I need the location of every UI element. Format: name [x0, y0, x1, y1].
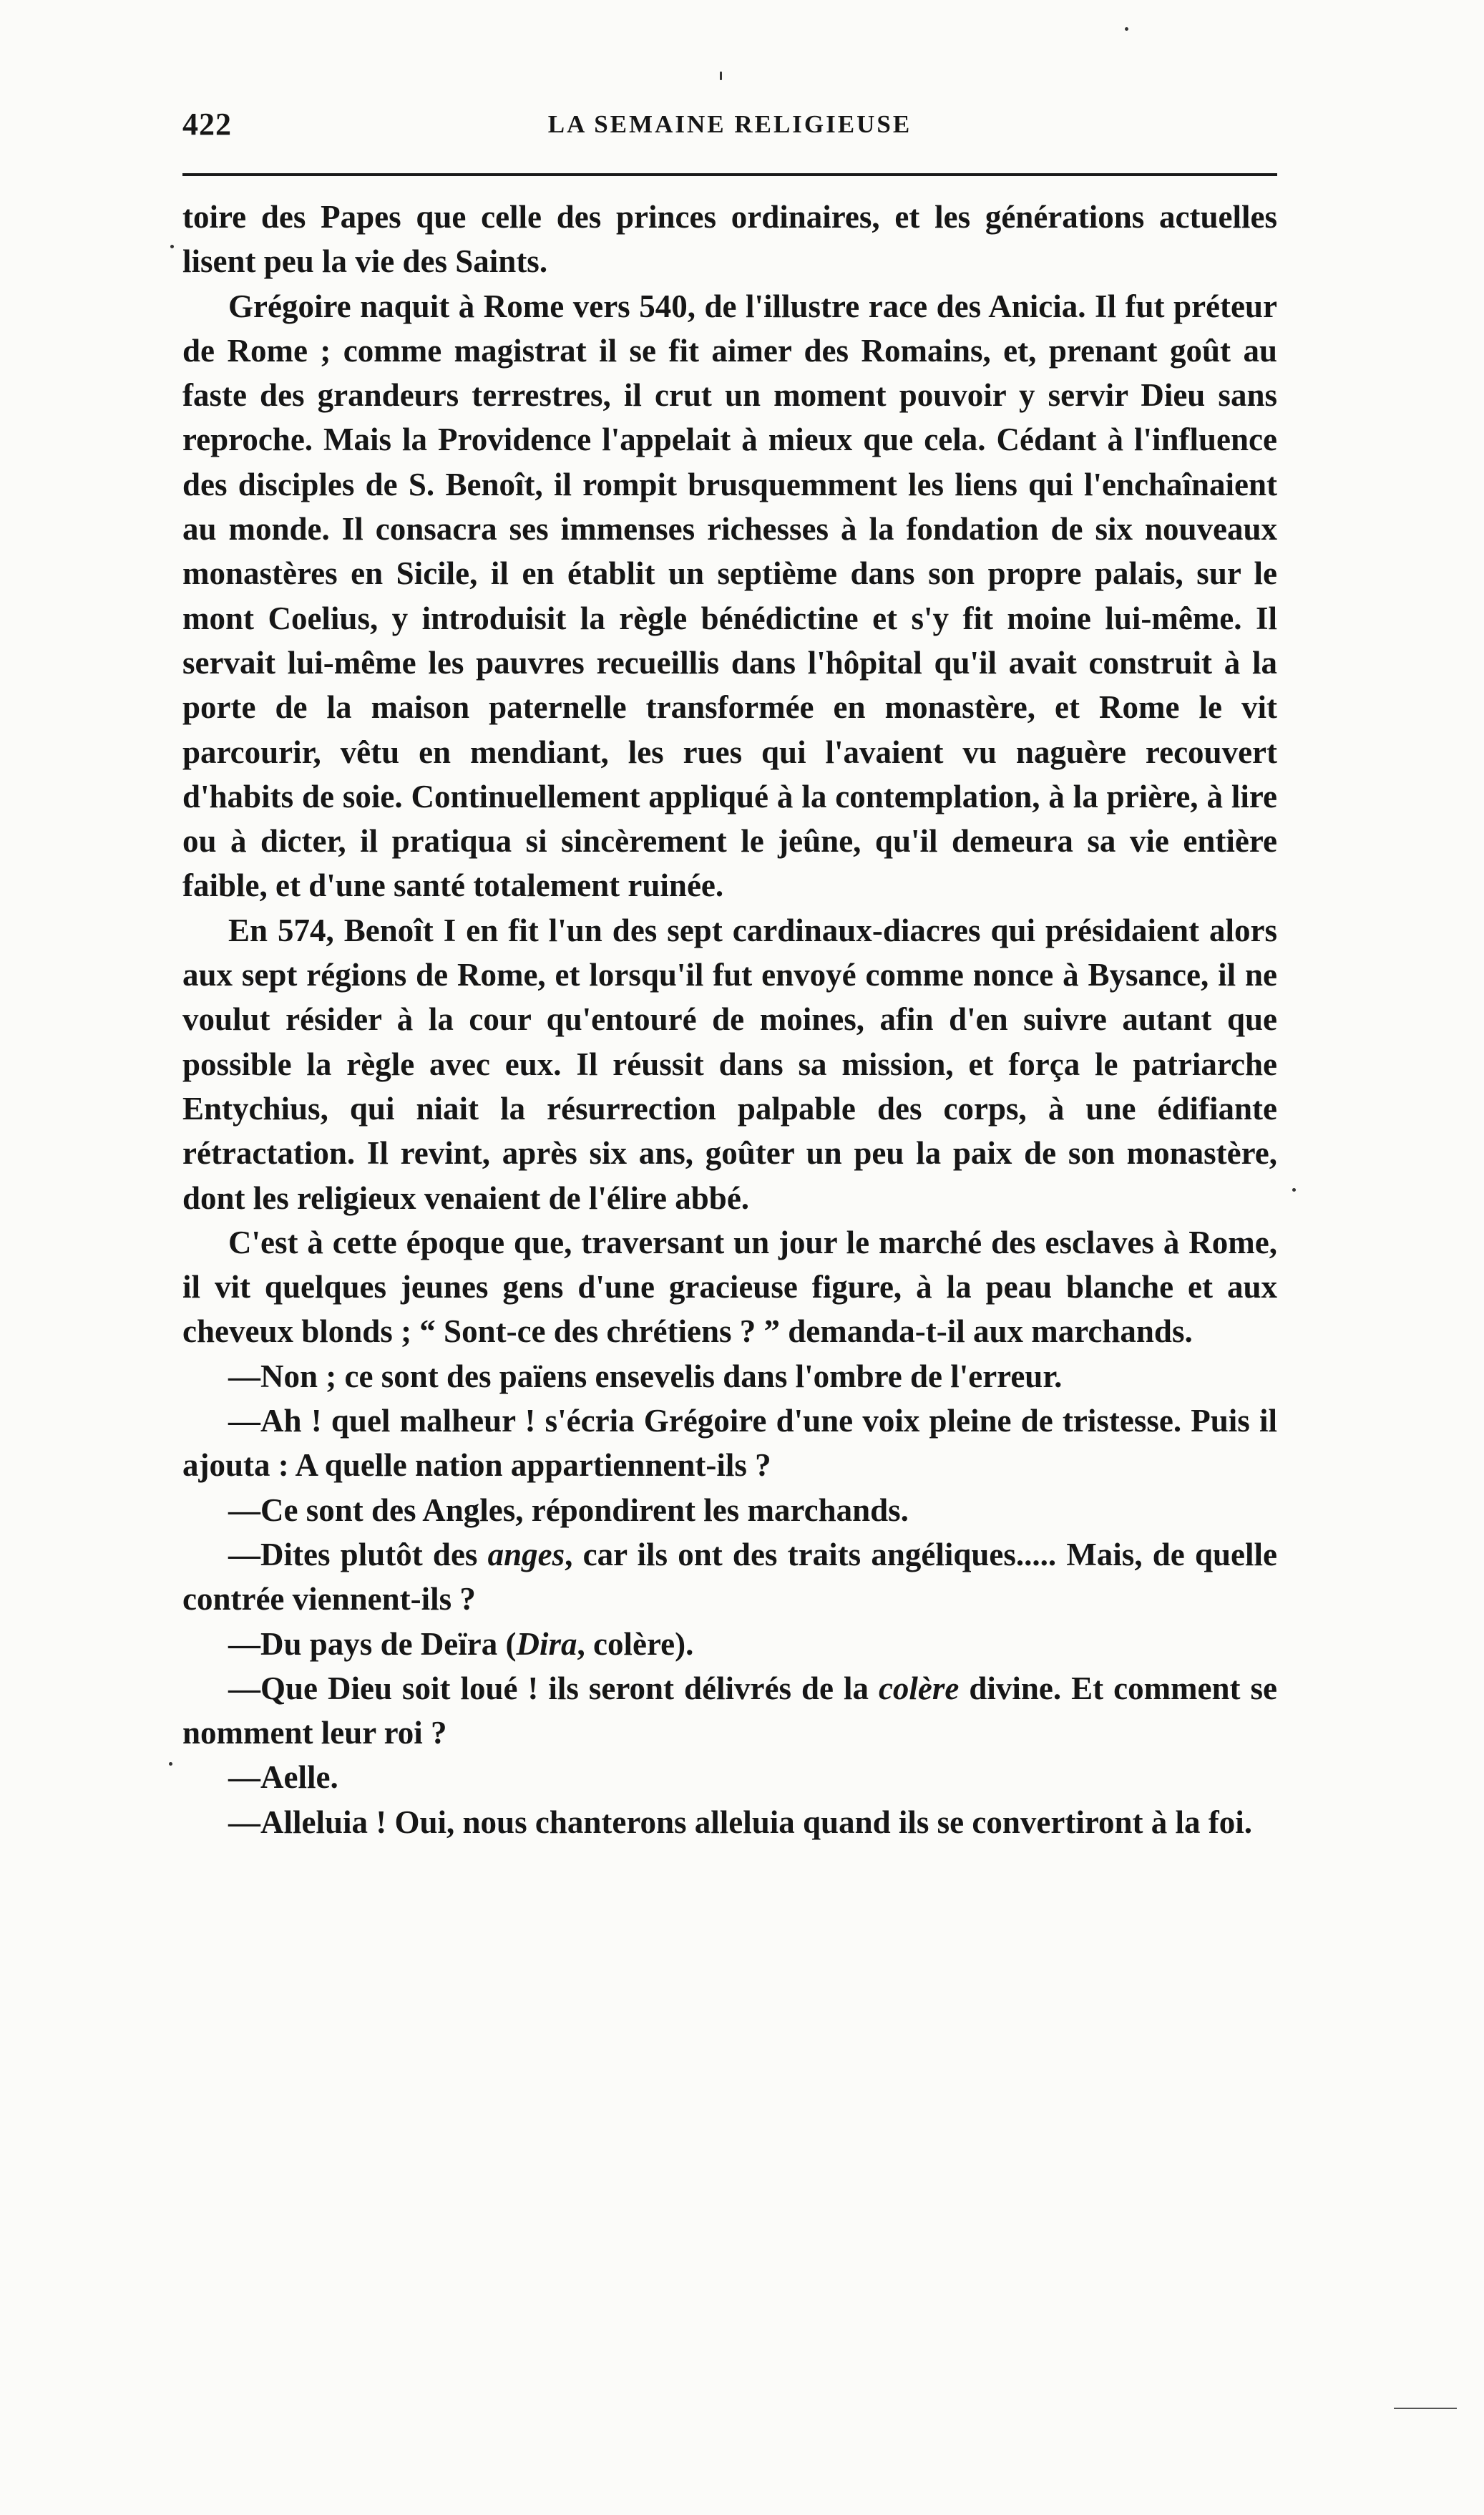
- ink-stroke: [1394, 2408, 1457, 2409]
- italic-word: Dira: [516, 1625, 577, 1662]
- body-text: [182, 195, 1277, 1844]
- dialogue-line-ah: —Ah ! quel malheur ! s'écria Grégoire d'une voix pleine de tristesse. Puis il ajouta : A quelle nation appartiennent-ils ?: [182, 1403, 1277, 1484]
- ink-speck: [1125, 27, 1128, 31]
- running-title: LA SEMAINE RELIGIEUSE: [547, 110, 912, 138]
- dialogue-line-anges: [182, 1532, 1277, 1622]
- ink-speck: [1292, 1188, 1296, 1192]
- dialogue-line-deira: [182, 1622, 1277, 1666]
- page-header: [182, 106, 1277, 156]
- text-segment: —Dites plutôt des: [228, 1536, 488, 1572]
- dialogue-line-alleluia: —Alleluia ! Oui, nous chanterons alleluia quand ils se convertiront à la foi.: [228, 1804, 1252, 1840]
- dialogue-line-colere: [182, 1666, 1277, 1756]
- page-number: 422: [182, 107, 232, 142]
- paragraph-gregoire-origins: Grégoire naquit à Rome vers 540, de l'illustre race des Anicia. Il fut préteur de Rome ; comme magistrat il se fit aimer des Romains, et, prenant goût au faste des grandeurs terrestres, il crut un moment pouvoir y servir Dieu sans reproche. Mais la Providence l'appelait à mieux que cela. Cédant à l'influence des disciples de S. Benoît, il rompit brusquemment les liens qui l'enchaînaient au monde. Il consacra ses immenses richesses à la fondation de six nouveaux monastères en Sicile, il en établit un septième dans son propre palais, sur le mont Coelius, y introduisit la règle bénédictine et s'y fit moine lui-même. Il servait lui-même les pauvres recueillis dans l'hôpital qu'il avait construit à la porte de la maison paternelle transformée en monastère, et Rome le vit parcourir, vêtu en mendiant, les rues qui l'avaient vu naguère recouvert d'habits de soie. Continuellement appliqué à la contemplation, à la prière, à lire ou à dicter, il pratiqua si sincèrement le jeûne, qu'il demeura sa vie entière faible, et d'une santé totalement ruinée.: [182, 288, 1277, 904]
- text-segment: —Du pays de Deïra (: [228, 1625, 517, 1662]
- dialogue-line-aelle: —Aelle.: [228, 1759, 338, 1796]
- ink-speck: [170, 245, 174, 248]
- header-rule: [182, 173, 1277, 176]
- text-segment: , car ils ont des traits angéliques..... Mais, de quelle contrée viennent-ils ?: [182, 1536, 1278, 1618]
- ink-speck: [169, 1762, 172, 1766]
- text-segment: divine. Et comment se nomment leur roi ?: [182, 1670, 1277, 1751]
- paragraph-slave-market: C'est à cette époque que, traversant un jour le marché des esclaves à Rome, il vit quelques jeunes gens d'une gracieuse figure, à la peau blanche et aux cheveux blonds ; “ Sont-ce des chrétiens ? ” demanda-t-il aux marchands.: [182, 1224, 1277, 1350]
- dialogue-line-angles: —Ce sont des Angles, répondirent les marchands.: [228, 1492, 909, 1528]
- paragraph-continuation: toire des Papes que celle des princes ordinaires, et les générations actuelles lisent peu la vie des Saints.: [182, 199, 1277, 280]
- italic-word: colère: [878, 1670, 960, 1706]
- paragraph-cardinal-deacon: En 574, Benoît I en fit l'un des sept cardinaux-diacres qui présidaient alors aux sept régions de Rome, et lorsqu'il fut envoyé comme nonce à Bysance, il ne voulut résider à la cour qu'entouré de moines, afin d'en suivre autant que possible la règle avec eux. Il réussit dans sa mission, et força le patriarche Entychius, qui niait la résurrection palpable des corps, à une édifiante rétractation. Il revint, après six ans, goûter un peu la paix de son monastère, dont les religieux venaient de l'élire abbé.: [182, 912, 1277, 1216]
- text-segment: —Que Dieu soit loué ! ils seront délivrés de la: [228, 1670, 879, 1706]
- text-segment: , colère).: [577, 1625, 694, 1662]
- dialogue-line-non: —Non ; ce sont des païens ensevelis dans l'ombre de l'erreur.: [228, 1358, 1063, 1394]
- italic-word: anges: [487, 1536, 565, 1572]
- ink-speck: [720, 72, 722, 80]
